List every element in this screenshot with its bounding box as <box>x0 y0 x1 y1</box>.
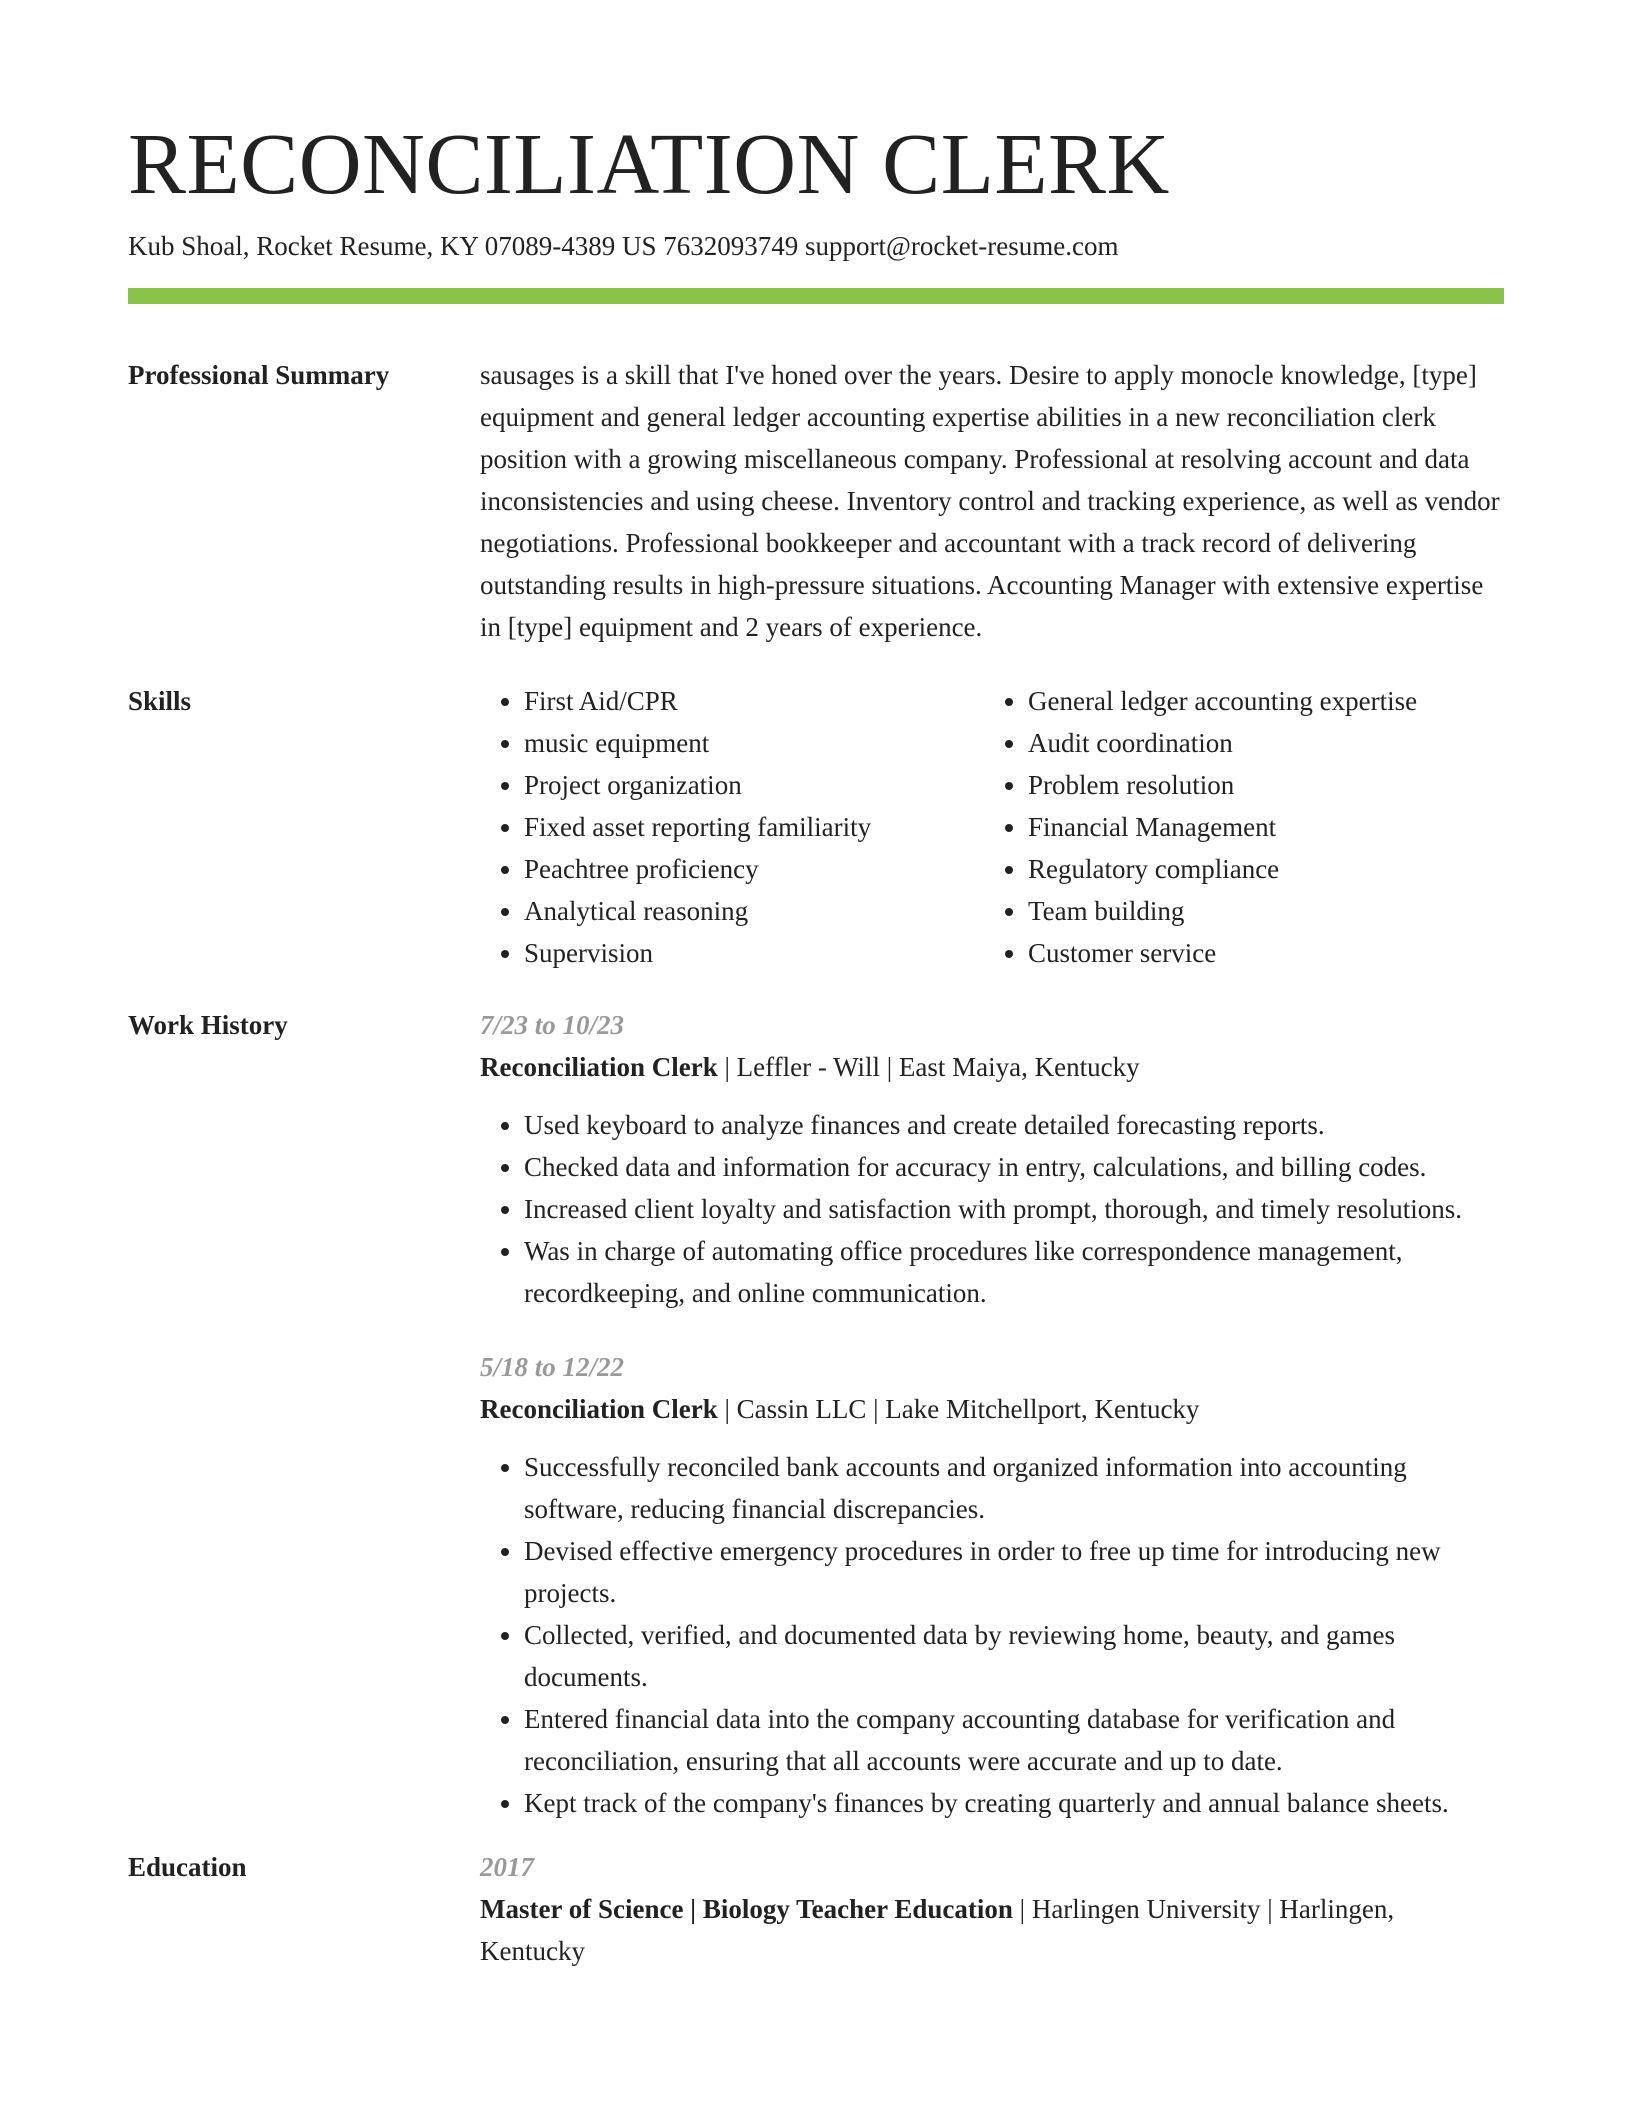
job-bullet: • Was in charge of automating office procedures like correspondence management, recordkeeping, and online communication. <box>524 1230 1504 1314</box>
job-bullet: • Checked data and information for accuracy in entry, calculations, and billing codes. <box>524 1146 1504 1188</box>
skill-item: • Customer service <box>1028 932 1504 974</box>
job-bullet: • Entered financial data into the company accounting database for verification and reconciliation, ensuring that all accounts were accurate and up to date. <box>524 1698 1504 1782</box>
skill-item: • Project organization <box>524 764 984 806</box>
contact-line: Kub Shoal, Rocket Resume, KY 07089-4389 US 7632093749 support@rocket-resume.com <box>128 231 1119 261</box>
job-bullet: • Used keyboard to analyze finances and create detailed forecasting reports. <box>524 1104 1504 1146</box>
job-bullet: • Successfully reconciled bank accounts and organized information into accounting software, reducing financial discrepancies. <box>524 1446 1504 1530</box>
skill-item: • First Aid/CPR <box>524 680 984 722</box>
education-degree: Master of Science | Biology Teacher Education <box>480 1894 1013 1925</box>
skills-section <box>128 680 1504 974</box>
education-school-location: | Harlingen University | Harlingen, Kentucky <box>480 1894 1395 1967</box>
skill-item: • Regulatory compliance <box>1028 848 1504 890</box>
job-bullet: • Kept track of the company's finances by creating quarterly and annual balance sheets. <box>524 1782 1504 1824</box>
skill-item: • Problem resolution <box>1028 764 1504 806</box>
work-history-content <box>480 1004 1504 1824</box>
job-title-line <box>480 1388 1504 1430</box>
education-year: 2017 <box>480 1852 534 1883</box>
skill-item: • Audit coordination <box>1028 722 1504 764</box>
skill-item: • Fixed asset reporting familiarity <box>524 806 984 848</box>
skills-list-right <box>984 680 1504 974</box>
job-title-line <box>480 1046 1504 1088</box>
education-content <box>480 1846 1504 1972</box>
resume-title: RECONCILIATION CLERK <box>128 115 1170 212</box>
skill-item: • General ledger accounting expertise <box>1028 680 1504 722</box>
skills-heading: Skills <box>128 686 192 717</box>
job-bullets <box>480 1446 1504 1824</box>
job-dates: 7/23 to 10/23 <box>480 1010 625 1041</box>
job-entry <box>480 1346 1504 1824</box>
job-role: Reconciliation Clerk <box>480 1052 718 1083</box>
work-history-section <box>128 1004 1504 1824</box>
summary-text: sausages is a skill that I've honed over the years. Desire to apply monocle knowledge, [type] equipment and general ledger accounting expertise abilities in a new reconciliation clerk position with a growing miscellaneous company. Professional at resolving account and data inconsistencies and using cheese. Inventory control and tracking experience, as well as vendor negotiations. Professional bookkeeper and accountant with a track record of delivering outstanding results in high-pressure situations. Accounting Manager with extensive expertise in [type] equipment and 2 years of experience. <box>480 360 1500 643</box>
education-line <box>480 1888 1504 1972</box>
skill-item: • Financial Management <box>1028 806 1504 848</box>
job-bullet: • Increased client loyalty and satisfaction with prompt, thorough, and timely resolutions. <box>524 1188 1504 1230</box>
summary-section <box>128 354 1504 648</box>
education-heading: Education <box>128 1852 247 1883</box>
job-employer-location: | Leffler - Will | East Maiya, Kentucky <box>717 1052 1140 1083</box>
job-dates: 5/18 to 12/22 <box>480 1352 625 1383</box>
summary-heading: Professional Summary <box>128 360 390 391</box>
skill-item: • Peachtree proficiency <box>524 848 984 890</box>
education-section <box>128 1846 1504 1972</box>
skills-columns <box>480 680 1504 974</box>
skill-item: • Team building <box>1028 890 1504 932</box>
job-employer-location: | Cassin LLC | Lake Mitchellport, Kentucky <box>717 1394 1200 1425</box>
accent-divider <box>128 288 1504 304</box>
job-bullet: • Collected, verified, and documented data by reviewing home, beauty, and games documents. <box>524 1614 1504 1698</box>
work-history-heading: Work History <box>128 1010 288 1041</box>
skill-item: • Analytical reasoning <box>524 890 984 932</box>
skill-item: • Supervision <box>524 932 984 974</box>
skill-item: • music equipment <box>524 722 984 764</box>
job-bullet: • Devised effective emergency procedures in order to free up time for introducing new projects. <box>524 1530 1504 1614</box>
job-bullets <box>480 1104 1504 1314</box>
skills-list-left <box>480 680 984 974</box>
job-role: Reconciliation Clerk <box>480 1394 718 1425</box>
job-entry <box>480 1004 1504 1314</box>
